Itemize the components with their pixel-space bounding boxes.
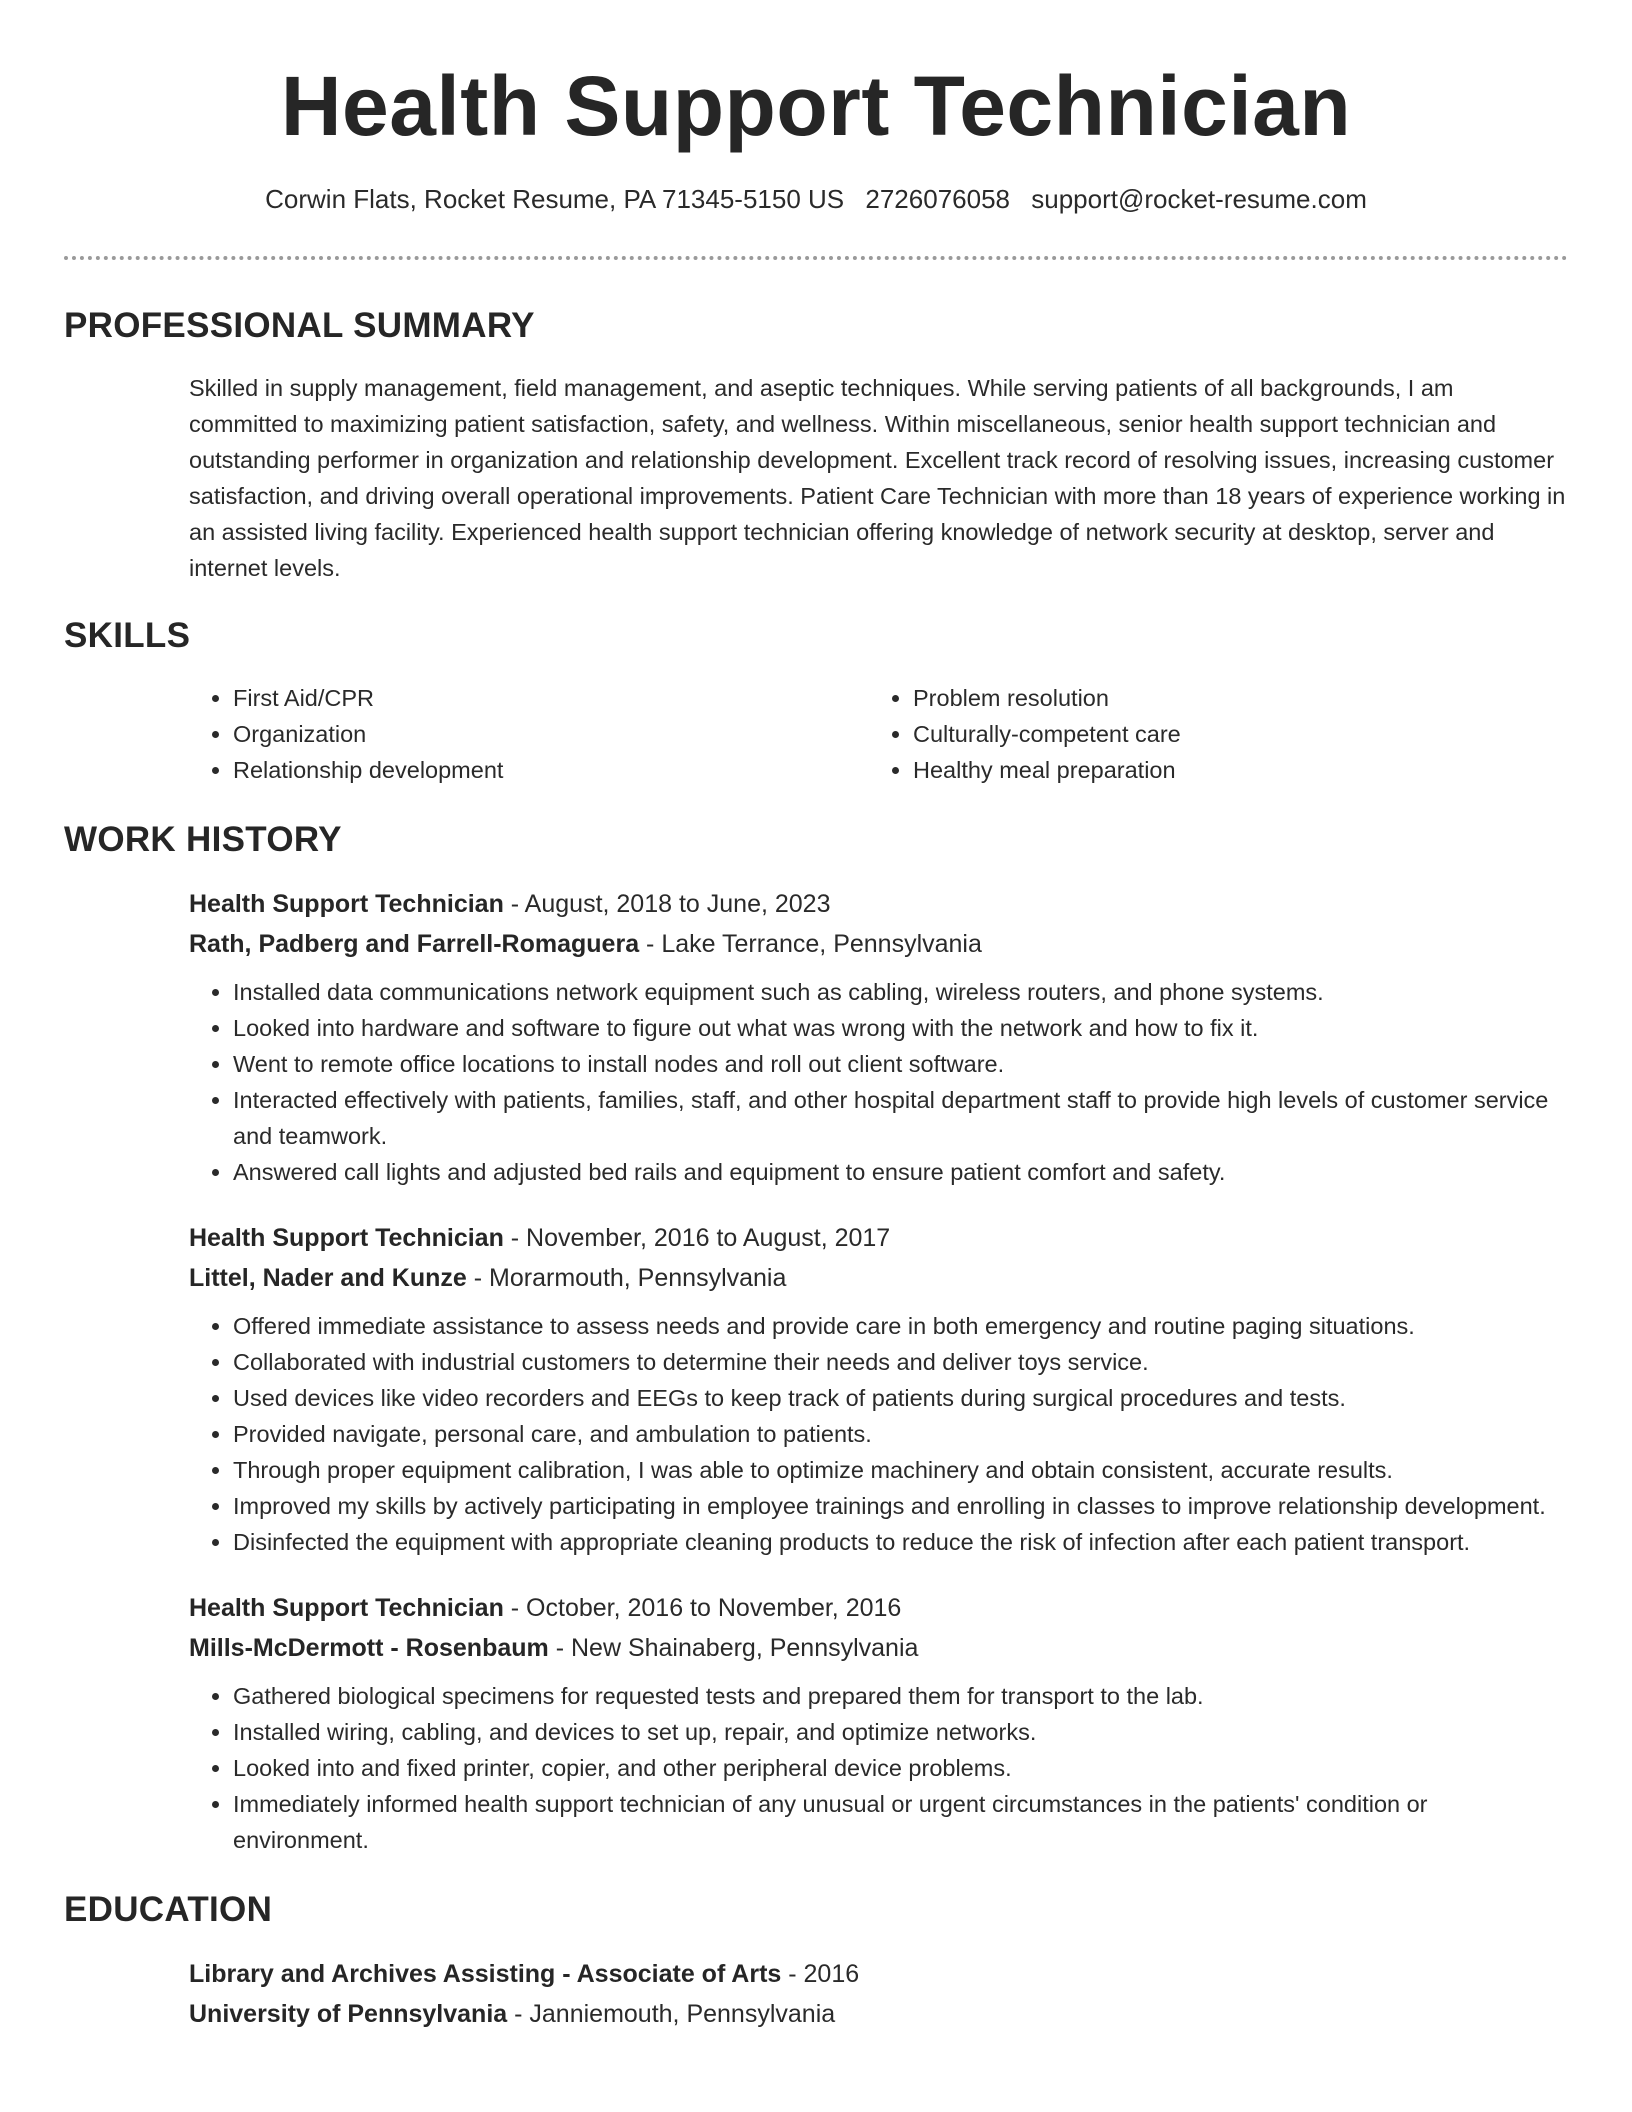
job-bullet: • Immediately informed health support technician of any unusual or urgent circumstances in the patients' condition or environment.: [233, 1786, 1568, 1858]
job-bullet: • Gathered biological specimens for requested tests and prepared them for transport to the lab.: [233, 1678, 1568, 1714]
job-dates: - October, 2016 to November, 2016: [503, 1594, 902, 1622]
job-bullet: • Interacted effectively with patients, families, staff, and other hospital department staff to provide high levels of customer service and teamwork.: [233, 1082, 1568, 1154]
education-school: University of Pennsylvania: [189, 2000, 508, 2028]
education-school-line: [189, 1994, 1568, 2034]
education-section: [64, 1888, 1568, 2034]
education-year: - 2016: [781, 1960, 860, 1988]
job-bullets: [189, 1308, 1568, 1560]
education-degree-line: [189, 1954, 1568, 1994]
skill-item: • Relationship development: [233, 752, 869, 788]
skill-item: • Culturally-competent care: [913, 716, 1549, 752]
job-role: Health Support Technician: [189, 1594, 504, 1622]
job-role: Health Support Technician: [189, 890, 504, 918]
resume-header: [64, 0, 1568, 216]
job-bullet: • Installed data communications network equipment such as cabling, wireless routers, and phone systems.: [233, 974, 1568, 1010]
job-bullet: • Provided navigate, personal care, and ambulation to patients.: [233, 1416, 1568, 1452]
job-title-line: [189, 1588, 1568, 1628]
job-bullet: • Looked into hardware and software to figure out what was wrong with the network and how to fix it.: [233, 1010, 1568, 1046]
job-role: Health Support Technician: [189, 1224, 504, 1252]
job-dates: - November, 2016 to August, 2017: [503, 1224, 891, 1252]
job-entry: [189, 1588, 1568, 1858]
job-title-line: [189, 884, 1568, 924]
education-location: - Janniemouth, Pennsylvania: [507, 2000, 836, 2028]
job-entry: [189, 1218, 1568, 1560]
job-location: - New Shainaberg, Pennsylvania: [548, 1634, 919, 1662]
work-history-section: [64, 818, 1568, 1858]
candidate-name: Health Support Technician: [280, 59, 1352, 153]
job-bullet: • Looked into and fixed printer, copier, and other peripheral device problems.: [233, 1750, 1568, 1786]
job-location: - Morarmouth, Pennsylvania: [466, 1264, 787, 1292]
education-title: EDUCATION: [64, 1890, 273, 1929]
education-degree: Library and Archives Assisting - Associate of Arts: [189, 1960, 782, 1988]
education-entry: [189, 1954, 1568, 2034]
job-bullet: • Installed wiring, cabling, and devices to set up, repair, and optimize networks.: [233, 1714, 1568, 1750]
job-bullet: • Through proper equipment calibration, I was able to optimize machinery and obtain consistent, accurate results.: [233, 1452, 1568, 1488]
job-company-line: [189, 924, 1568, 964]
skills-column-left: [189, 680, 869, 788]
contact-phone: 2726076058: [865, 184, 1010, 214]
skills-section: [64, 614, 1568, 788]
contact-email: support@rocket-resume.com: [1031, 184, 1367, 214]
contact-line: [64, 182, 1568, 216]
header-divider: [64, 256, 1568, 260]
job-bullet: • Went to remote office locations to install nodes and roll out client software.: [233, 1046, 1568, 1082]
skill-item: • Organization: [233, 716, 869, 752]
job-bullet: • Answered call lights and adjusted bed rails and equipment to ensure patient comfort and safety.: [233, 1154, 1568, 1190]
skills-column-right: [869, 680, 1549, 788]
job-bullet: • Used devices like video recorders and EEGs to keep track of patients during surgical procedures and tests.: [233, 1380, 1568, 1416]
job-bullets: [189, 1678, 1568, 1858]
job-company: Mills-McDermott - Rosenbaum: [189, 1634, 549, 1662]
job-location: - Lake Terrance, Pennsylvania: [639, 930, 982, 958]
contact-address: Corwin Flats, Rocket Resume, PA 71345-5150 US: [265, 184, 845, 214]
job-title-line: [189, 1218, 1568, 1258]
job-dates: - August, 2018 to June, 2023: [503, 890, 831, 918]
summary-section: [64, 304, 1568, 586]
job-entry: [189, 884, 1568, 1190]
summary-text: Skilled in supply management, field management, and aseptic techniques. While serving patients of all backgrounds, I am committed to maximizing patient satisfaction, safety, and wellness. Within miscellaneous, senior health support technician and outstanding performer in organization and relationship development. Excellent track record of resolving issues, increasing customer satisfaction, and driving overall operational improvements. Patient Care Technician with more than 18 years of experience working in an assisted living facility. Experienced health support technician offering knowledge of network security at desktop, server and internet levels.: [189, 375, 1566, 581]
skills-grid: [189, 680, 1568, 788]
summary-title: PROFESSIONAL SUMMARY: [64, 306, 535, 345]
skill-item: • First Aid/CPR: [233, 680, 869, 716]
job-company-line: [189, 1628, 1568, 1668]
skill-item: • Problem resolution: [913, 680, 1549, 716]
skill-item: • Healthy meal preparation: [913, 752, 1549, 788]
job-company: Rath, Padberg and Farrell-Romaguera: [189, 930, 640, 958]
job-bullet: • Offered immediate assistance to assess needs and provide care in both emergency and routine paging situations.: [233, 1308, 1568, 1344]
job-bullet: • Disinfected the equipment with appropriate cleaning products to reduce the risk of infection after each patient transport.: [233, 1524, 1568, 1560]
work-history-title: WORK HISTORY: [64, 820, 342, 859]
job-company: Littel, Nader and Kunze: [189, 1264, 467, 1292]
job-bullets: [189, 974, 1568, 1190]
job-bullet: • Collaborated with industrial customers to determine their needs and deliver toys service.: [233, 1344, 1568, 1380]
job-company-line: [189, 1258, 1568, 1298]
skills-title: SKILLS: [64, 616, 191, 655]
job-bullet: • Improved my skills by actively participating in employee trainings and enrolling in classes to improve relationship development.: [233, 1488, 1568, 1524]
